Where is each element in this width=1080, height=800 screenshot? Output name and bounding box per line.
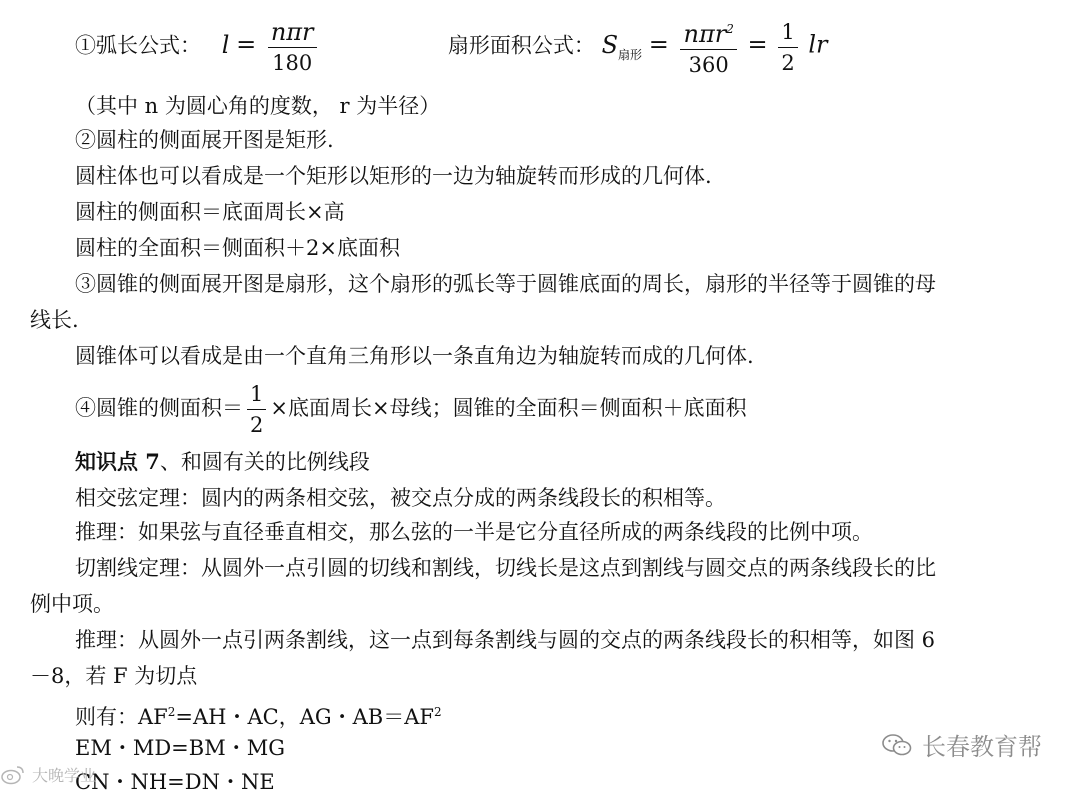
sector-area-tail: lr [808,30,828,59]
formula-note: （其中 n 为圆心角的度数， r 为半径） [75,94,441,118]
knowledge-point-title: 、和圆有关的比例线段 [159,450,370,474]
result-line-cn: CN・NH=DN・NE [75,770,275,794]
cone-area-suffix: ×底面周长×母线；圆锥的全面积＝侧面积＋底面积 [270,396,747,420]
cone-area-row [75,375,747,441]
cylinder-total-area: 圆柱的全面积＝侧面积＋2×底面积 [75,236,400,260]
tangent-secant-line2: 例中项。 [30,592,114,616]
sector-area-label: 扇形面积公式： [447,33,595,58]
cylinder-side-area: 圆柱的侧面积＝底面周长×高 [75,200,345,224]
inference-1: 推理：如果弦与直径垂直相交，那么弦的一半是它分直径所成的两条线段的比例中项。 [75,520,873,544]
cylinder-title: ②圆柱的侧面展开图是矩形. [75,128,334,152]
formula-row: ①弧长公式： l = $\frac{\text{nπr}}{180}$ 扇形面积公式： $S_{扇形}$ = $\frac{n\pi r^2}{360}$ = $\frac{1}{2}$ lr [75,14,828,82]
inference-2-line2: －8，若 F 为切点 [30,664,198,688]
arc-length-fraction: $\frac{\text{nπr}}{180}$ [268,17,317,78]
cone-title-line1: ③圆锥的侧面展开图是扇形，这个扇形的弧长等于圆锥底面的周长，扇形的半径等于圆锥的母 [75,272,936,296]
weibo-name: 大晚学业 [32,766,97,785]
result-line-em: EM・MD=BM・MG [75,736,285,760]
cone-area-prefix: ④圆锥的侧面积＝ [75,396,243,420]
knowledge-point-label: 知识点 7 [75,449,160,474]
brand-watermark [882,727,1042,762]
result-line-af: 则有：$AF^2=AH$・AC，AG・$AB=AF^2$ [75,705,442,729]
tangent-secant-line1: 切割线定理：从圆外一点引圆的切线和割线，切线长是这点到割线与圆交点的两条线段长的比 [75,556,936,580]
knowledge-point-heading [75,448,370,476]
cone-title-line2: 线长. [30,308,79,332]
inference-2-line1: 推理：从圆外一点引两条割线，这一点到每条割线与圆的交点的两条线段长的积相等，如图 6 [75,628,936,652]
brand-name: 长春教育帮 [922,733,1042,761]
arc-length-label: ①弧长公式： [75,33,201,58]
cylinder-body: 圆柱体也可以看成是一个矩形以矩形的一边为轴旋转而形成的几何体. [75,164,712,188]
intersecting-chords-theorem: 相交弦定理：圆内的两条相交弦，被交点分成的两条线段长的积相等。 [75,486,726,510]
weibo-icon [0,764,26,786]
cone-area-fraction: $\frac{1}{2}$ [247,379,266,440]
wechat-icon [882,733,912,757]
half-fraction: $\frac{1}{2}$ [778,17,797,78]
arc-length-symbol: l [221,30,230,59]
sector-area-symbol: $S_{扇形}$ [601,30,643,62]
sector-area-fraction: $\frac{n\pi r^2}{360}$ [680,14,736,80]
cone-body: 圆锥体可以看成是由一个直角三角形以一条直角边为轴旋转而成的几何体. [75,344,754,368]
weibo-watermark [0,763,96,786]
